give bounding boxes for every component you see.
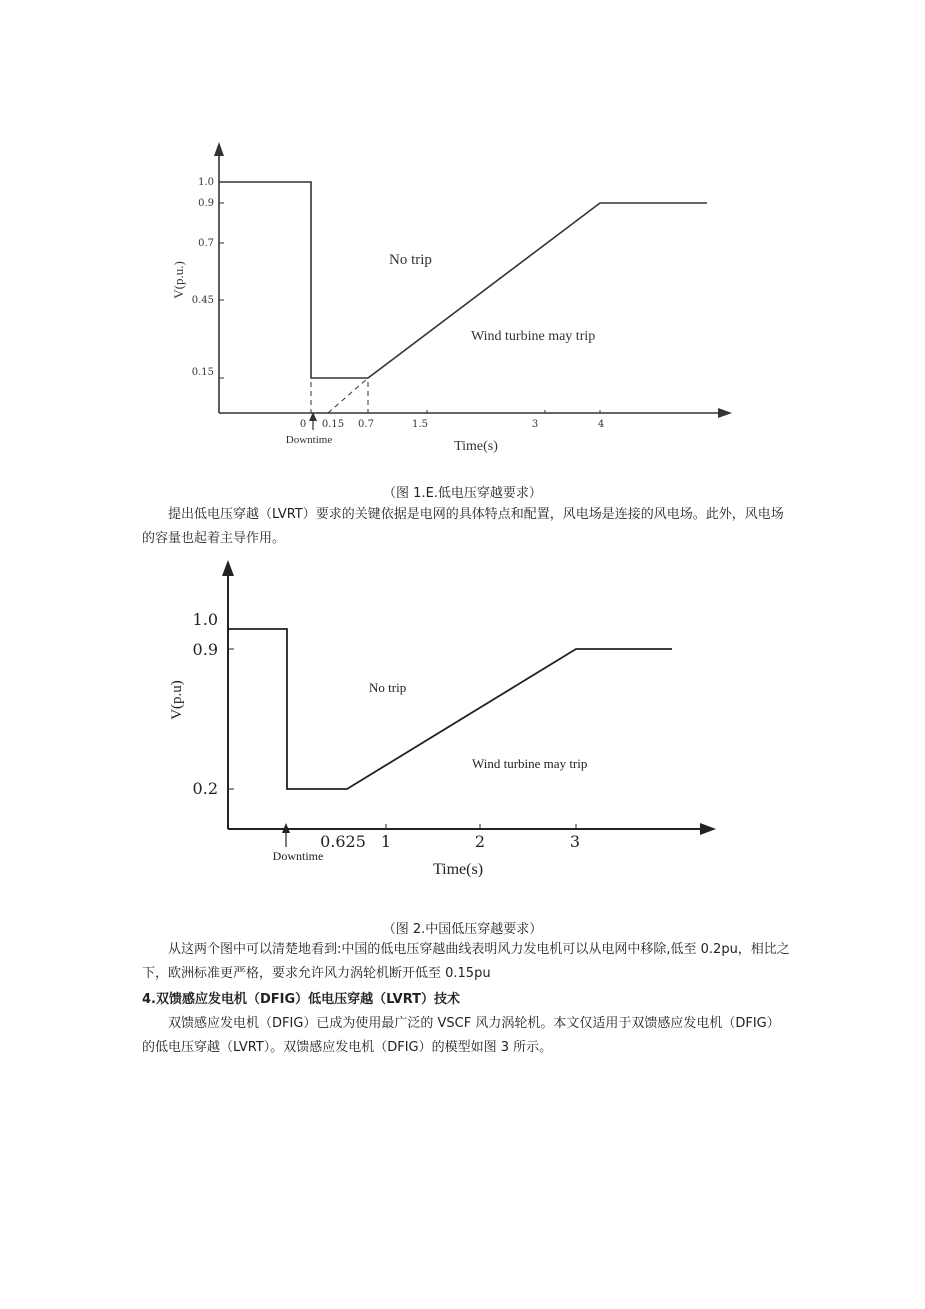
section-heading-dfig: 4.双馈感应发电机（DFIG）低电压穿越（LVRT）技术 [142,992,461,1007]
fig1-y-tick: 1.0 [198,177,214,188]
fig2-x-arrow [700,823,716,835]
fig2-y-tick: 0.9 [192,640,218,659]
paragraph-dfig: 双馈感应发电机（DFIG）已成为使用最广泛的 VSCF 风力涡轮机。本文仅适用于双馈感应发电机（DFIG）的低电压穿越（LVRT）。双馈感应发电机（DFIG）的模型如图 3 所示。 [142,1016,780,1055]
fig2-x-tick: 2 [474,832,486,851]
figure-2-caption: （图 2.中国低压穿越要求） [382,922,543,937]
fig1-may-trip-label: Wind turbine may trip [471,329,596,344]
fig1-downtime-label: Downtime [285,434,333,446]
fig2-y-tick: 1.0 [192,610,218,629]
fig2-may-trip-label: Wind turbine may trip [472,756,588,771]
fig2-x-tick: 3 [569,832,581,851]
fig1-x-tick: 4 [597,419,605,430]
paragraph-comparison: 从这两个图中可以清楚地看到:中国的低电压穿越曲线表明风力发电机可以从电网中移除,低至 0.2pu，相比之下，欧洲标准更严格，要求允许风力涡轮机断开低至 0.15pu [142,942,790,981]
fig2-downtime-label: Downtime [272,849,324,863]
fig1-x-tick: 0 [299,419,307,430]
fig2-y-axis-label: V(p.u) [169,680,185,720]
fig1-x-tick: 3 [531,419,539,430]
fig2-x-axis-label: Time(s) [432,861,484,878]
fig1-x-tick: 1.5 [412,419,428,430]
fig2-x-tick: 0.625 [320,832,366,851]
fig1-x-tick: 0.15 [321,419,345,430]
fig1-y-tick: 0.45 [191,295,214,306]
fig1-x-tick: 0.7 [358,419,374,430]
fig2-x-tick: 1 [380,832,392,851]
paragraph-lvrt-basis: 提出低电压穿越（LVRT）要求的关键依据是电网的具体特点和配置，风电场是连接的风电场。此外，风电场的容量也起着主导作用。 [142,507,784,546]
fig1-x-axis-label: Time(s) [454,439,498,454]
fig1-y-tick: 0.7 [198,238,214,249]
fig2-no-trip-label: No trip [369,680,407,695]
fig1-y-tick: 0.15 [191,367,214,378]
fig1-no-trip-label: No trip [389,252,432,268]
fig1-y-tick: 0.9 [198,198,214,209]
fig2-y-tick: 0.2 [192,779,218,798]
fig2-lvrt-curve [228,629,672,789]
figure-1-caption: （图 1.E.低电压穿越要求） [383,486,542,501]
fig1-y-axis-label: V(p.u.) [171,261,186,299]
fig2-y-arrow [222,560,234,576]
